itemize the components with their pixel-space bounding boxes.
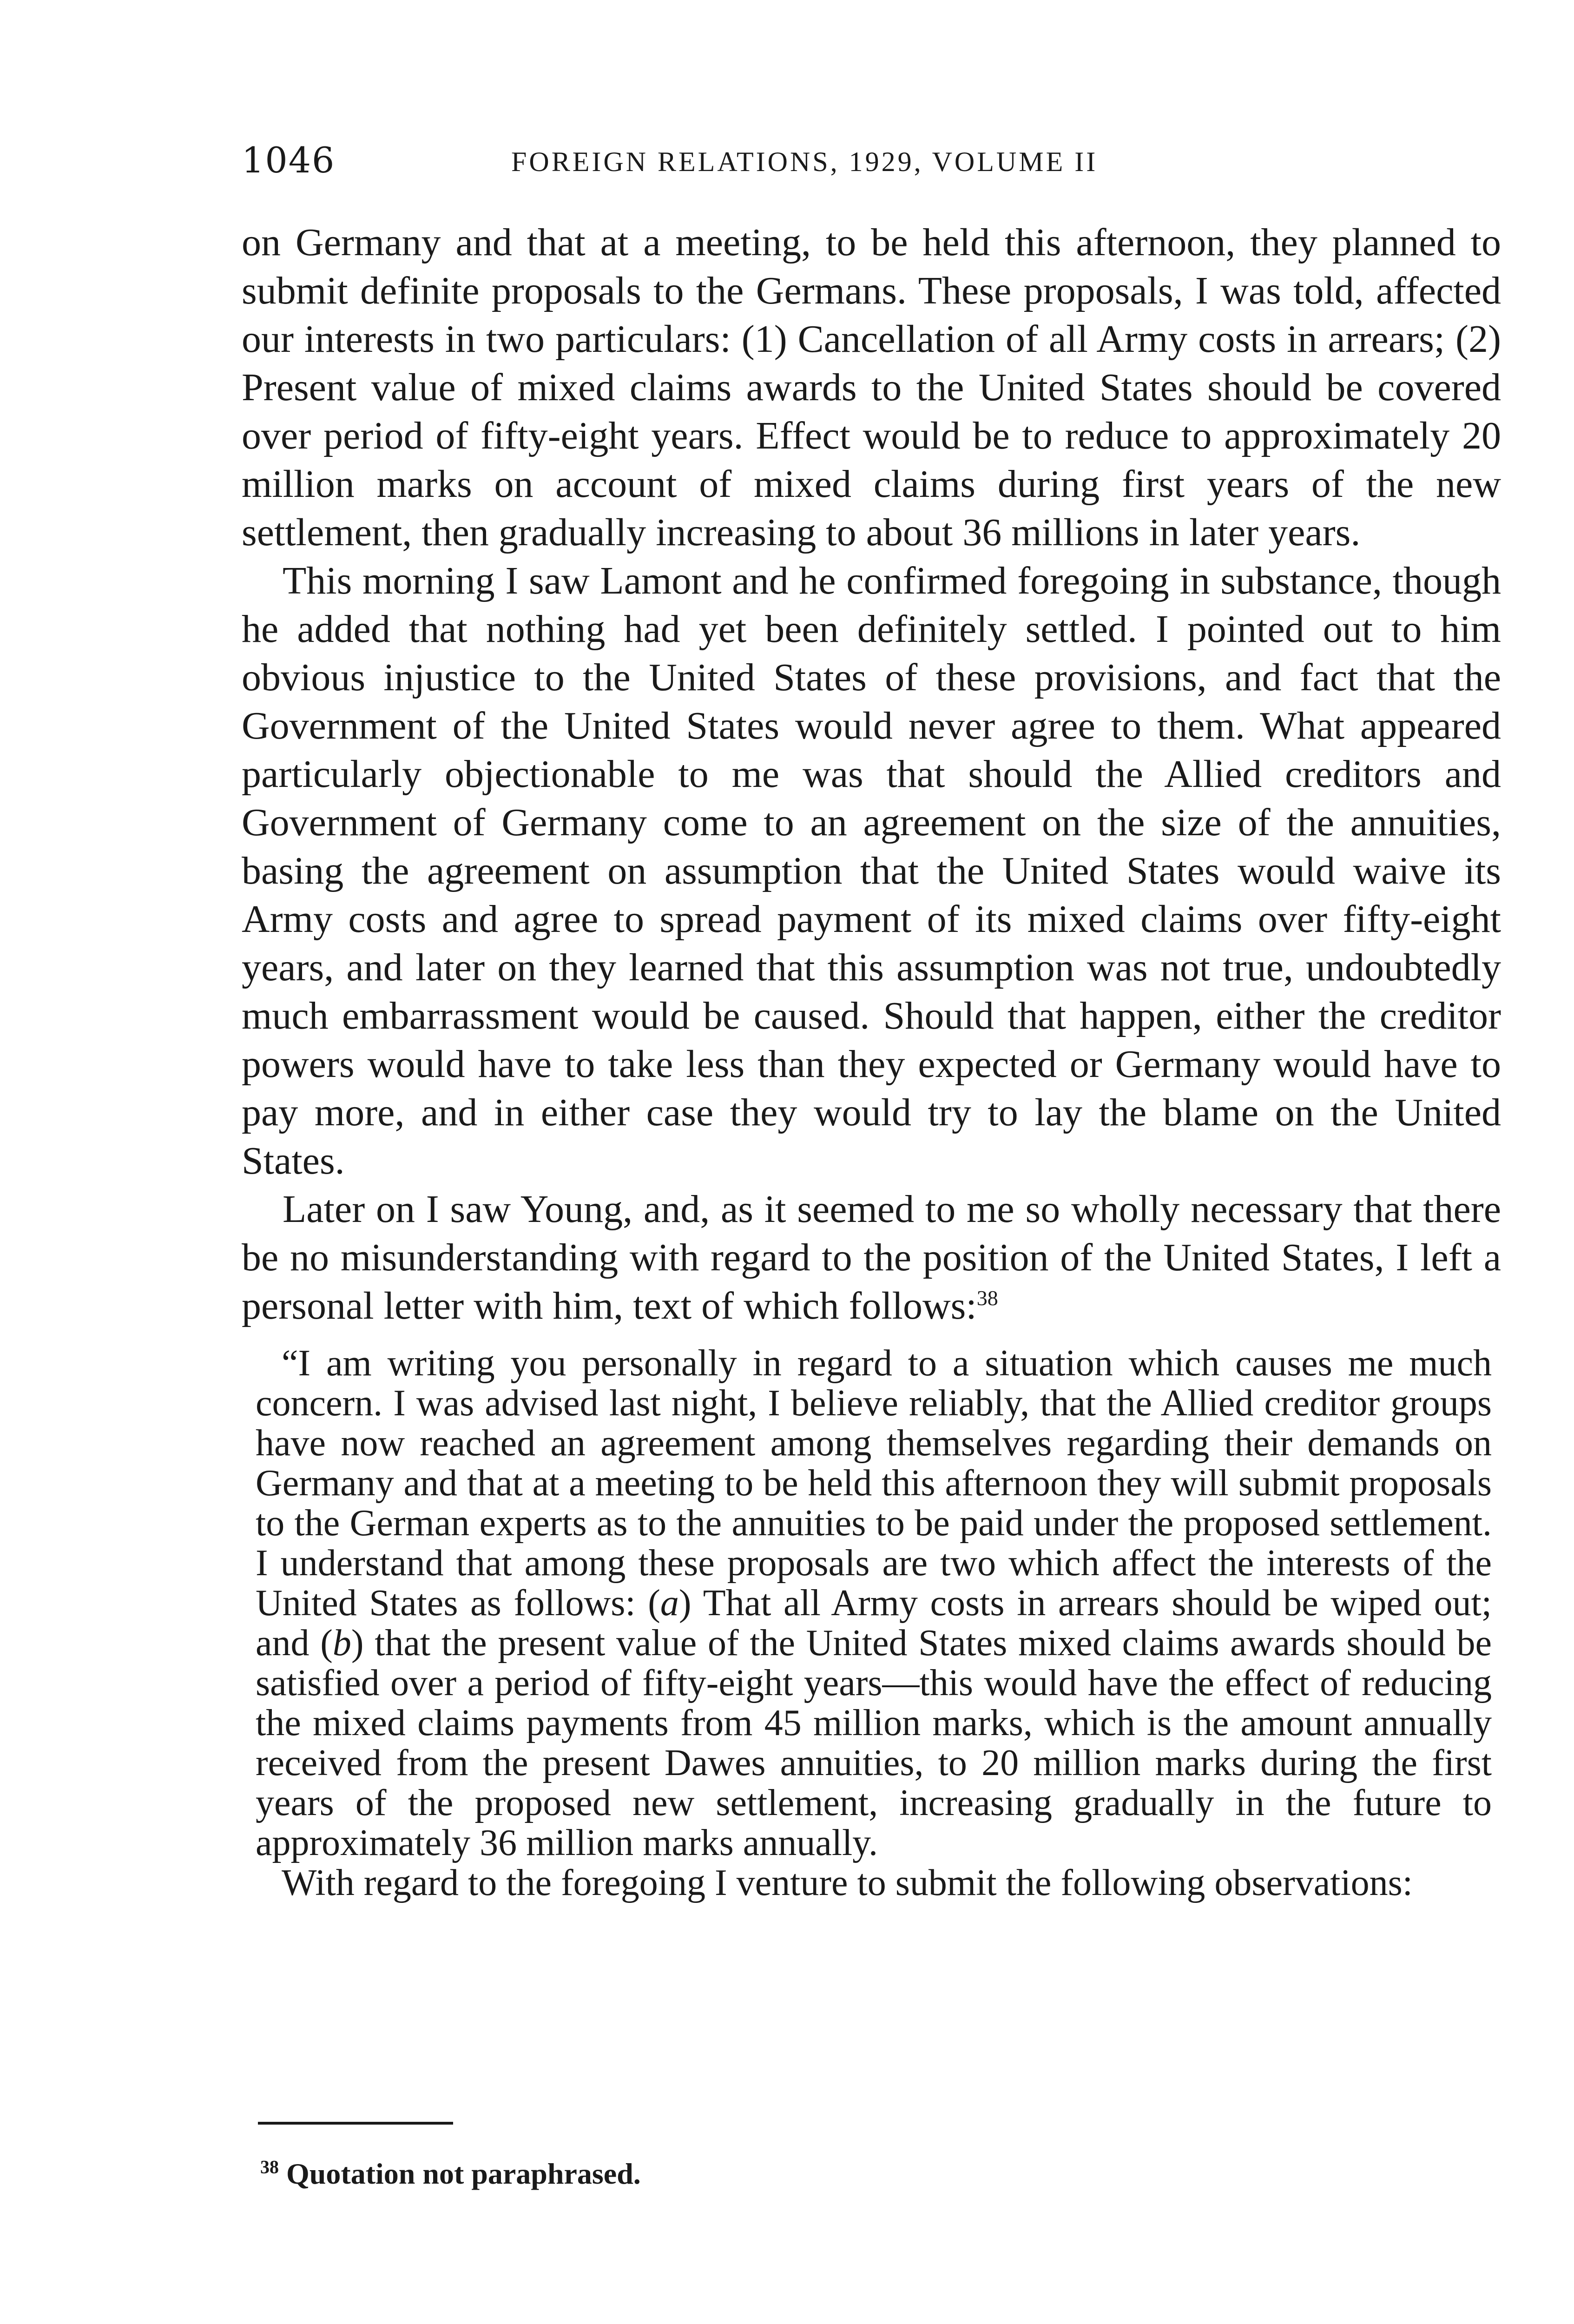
paragraph-3-text: Later on I saw Young, and, as it seemed to me so wholly necessary that there be no misunderstanding with regard to the position of the United States, I left a personal letter with him, text of which follows:: [242, 1188, 1501, 1327]
paragraph-2: This morning I saw Lamont and he confirmed foregoing in substance, though he added that nothing had yet been definitely settled. I pointed out to him obvious injustice to the United States of these provisions, and fact that the Government of the United States would never agree to them. What appeared particularly objectionable to me was that should the Allied creditors and Government of Germany come to an agreement on the size of the annuities, basing the agreement on assumption that the United States would waive its Army costs and agree to spread payment of its mixed claims over fifty-eight years, and later on they learned that this assumption was not true, undoubtedly much embarrassment would be caused. Should that happen, either the creditor powers would have to take less than they expected or Germany would have to pay more, and in either case they would try to lay the blame on the United States.: [242, 559, 1501, 1182]
page-number: 1046: [242, 139, 336, 181]
footnote-reference: 38: [976, 1286, 998, 1310]
quote-item-a: a: [660, 1583, 679, 1624]
quote-paragraph-2: With regard to the foregoing I venture to submit the following observations:: [282, 1862, 1413, 1903]
quote-part-1: “I am writing you personally in regard to a situation which causes me much concern. I was advised last night, I believe reliably, that the Allied creditor groups have now reached an agreement among themselves regarding their demands on Germany and that at a meeting to be held this afternoon they will submit proposals to the German experts as to the annuities to be paid under the proposed settlement. I understand that among these proposals are two which affect the interests of the United States as follows: (: [256, 1343, 1492, 1624]
quoted-letter: [256, 1343, 1492, 1903]
body-text: [242, 218, 1501, 1903]
footnote-divider: [258, 2122, 453, 2125]
footnote-text: Quotation not paraphrased.: [286, 2157, 641, 2190]
paragraph-1: on Germany and that at a meeting, to be held this afternoon, they planned to submit definite proposals to the Germans. These proposals, I was told, affected our interests in two particulars: (1) Cancellation of all Army costs in arrears; (2) Present value of mixed claims awards to the United States should be covered over period of fifty-eight years. Effect would be to reduce to approximately 20 million marks on account of mixed claims during first years of the new settlement, then gradually increasing to about 36 millions in later years.: [242, 221, 1501, 554]
page-header: [242, 139, 1348, 195]
quote-paragraph-1: [256, 1343, 1492, 1863]
quote-part-2: ) That all Army costs in arrears should be wiped out; and (: [256, 1583, 1492, 1664]
footnote-mark: 38: [260, 2156, 279, 2178]
footnote: [260, 2157, 641, 2191]
quote-item-b: b: [332, 1623, 351, 1664]
paragraph-3: [242, 1185, 1501, 1330]
quote-part-3: ) that the present value of the United States mixed claims awards should be satisfied over a period of fifty-eight years—this would have the effect of reducing the mixed claims payments from 45 million marks, which is the amount annually received from the present Dawes annuities, to 20 million marks during the first years of the proposed new settlement, increasing gradually in the future to approximately 36 million marks annually.: [256, 1623, 1492, 1863]
running-head: FOREIGN RELATIONS, 1929, VOLUME II: [511, 146, 1098, 177]
